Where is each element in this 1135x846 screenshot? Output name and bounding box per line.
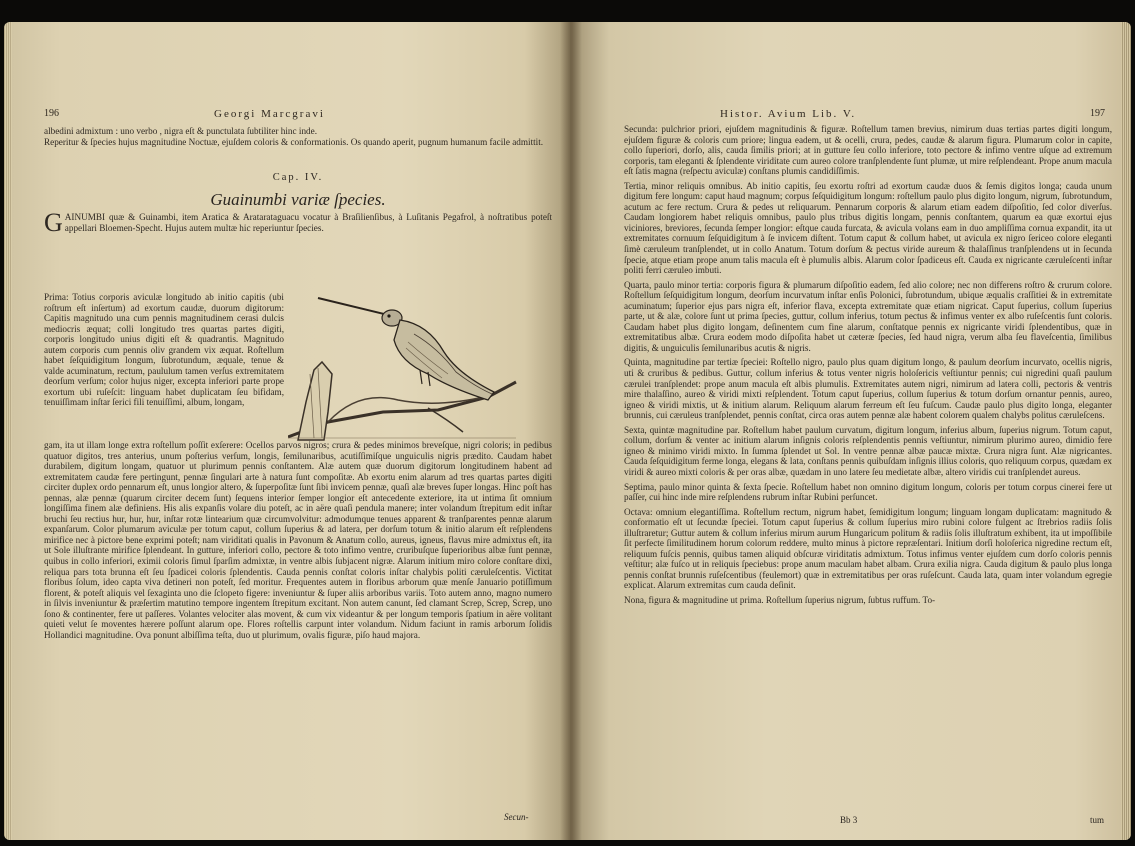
left-page-edges xyxy=(4,22,12,840)
intro-paragraph xyxy=(44,208,552,237)
catchword-right: tum xyxy=(1090,815,1105,825)
narrow-column-text: Prima: Totius corporis aviculæ longitudo ab initio capitis (ubi roſtrum eſt inſertum) ad exortum caudæ, duorum digitorum: Capitis magnitudo una cum pennis magnitudinem cerasi dulcis mediocris æquat; colli longitudo tres quartas partes digiti, corporis longitudo unius digiti eſt & quadrantis. Magnitudo autem corporis cum pennis oliv grandem vix æquat. Roſtellum habet ſeſquidigitum longum, ſubrotundum, æquale, tenue & valde acuminatum, rectum, paululum tamen verſus extremitatem deorſum verſum; color hujus niger, excepta inferiori parte prope exortum ubi ruſeſcit: linguam habet duplicatam ſeu bifidam, tenuiſſimam inſtar ſerici fili tenuiſſimi, album, longam, xyxy=(44,292,284,408)
left-page xyxy=(4,22,570,840)
chapter-heading: Cap. IV. xyxy=(272,172,324,183)
chapter-title: Guainumbi variæ ſpecies. xyxy=(210,190,386,209)
right-page-edges xyxy=(1121,22,1131,840)
species-quinta: Quinta, magnitudine par tertiæ ſpeciei: Roſtello nigro, paulo plus quam digitum longo, & paulum deorſum incurvato, ocellis nigris, uti & cruribus & pedibus. Guttur, collum inferius & totus venter nigris holoſericis veſtiuntur pennis; cui nigredini quaſi paulum cærulei tranſplendet: prope anum macula eſt albis plumulis. Extremitates autem nigri, nimirum ad latera colli, pectoris & ventris mire thalaſſino, aureo & viridi mixti reſplendent. Totum caput ſuperius, collum ſuperius & totum dorſum ornantur pennis, aureo, igneo & viridi mixtis, ut & initium alarum. Reliquum alarum ferreum eſt ſeu fuſcum. Caudæ paulo plus digito longa, eleganter brunnis, cui cæruleus tranſplendet, pennis conſtat, circa oras autem pennæ alæ habent colorem qualem chalybs politus cæruleſcens. xyxy=(624,357,1112,421)
running-head-left: Georgi Marcgravi xyxy=(214,108,325,120)
hummingbird-engraving xyxy=(288,262,518,442)
top-text-block xyxy=(44,126,552,147)
species-septima: Septima, paulo minor quinta & ſexta ſpecie. Roſtellum habet non omnino digitum longum, coloris per totum corpus cinerei fere ut paſſer, cui hinc inde mire reſplendens rubrum inſtar Rubini perſuncet. xyxy=(624,481,1112,503)
signature-mark: Bb 3 xyxy=(840,815,858,825)
species-nona: Nona, figura & magnitudine ut prima. Roſtellum ſuperius nigrum, ſubtus ruffum. To- xyxy=(624,594,936,605)
top-line-1: albedini admixtum : uno verbo , nigra eſt & punctulata ſubtiliter hinc inde. xyxy=(44,126,318,136)
drop-cap: G xyxy=(44,208,63,237)
running-head-right: Histor. Avium Lib. V. xyxy=(720,108,857,120)
right-page xyxy=(570,22,1131,840)
page-number-right: 197 xyxy=(1090,108,1105,119)
species-sexta: Sexta, quintæ magnitudine par. Roſtellum habet paulum curvatum, digitum longum, inferius album, ſuperius nigrum. Totum caput, collum, dorſum & venter ac initium alarum inſignis coloris reſplendentis pennis veſtiuntur, nimirum plurimo aureo, dimidio fere igneo & minimo viridi mixto. In ſumma ſplendet ut Sol. In ventre pennæ albæ paucæ mixtæ. Crura nigra ſunt. Alæ nigricantes. Cauda ſeſquidigitum ferme longa, elegans & lata, conſtans pennis quibuſdam inſignis illius coloris, quo reliquum corpus, quædam ex viridi & aureo mixti coloris & per oras albæ, quædam in uno latere ſeu medietate albæ, altero viridis cui tranſplendet aureus. xyxy=(624,424,1112,477)
right-text-block xyxy=(624,124,1112,606)
book-gutter xyxy=(560,22,582,840)
branch-drawing xyxy=(288,362,516,440)
page-number-left: 196 xyxy=(44,108,59,119)
species-octava: Octava: omnium elegantiſſima. Roſtellum rectum, nigrum habet, ſemidigitum longum; linguam longam duplicatam: magnitudo & conformatio eſt ut ſecundæ ſpeciei. Totum caput ſuperius & collum ſuperius miro rubini colore fulgent ac ſtrebrios radiis ſolis illuſtraretur; Guttur autem & collum inferius mirum aurum Hungaricum politum & radiis ſolis illuſtratum exhibent, ita ut impoſſibile ſit perfecte ſimilitudinem horum colorum reddere, multo minus à pictore repræſentari. Initium dorſi holoſerica nigredine rectum eſt, reliquum fuſcis pennis, quibus tamen aliquid obſcuræ viriditatis admixtum. Totus infimus venter ejuſdem cum dorſo coloris pennis veſtitur; alæ fuſco ut in reliquis ſpeciebus: prope anum maculam habet albam. Crura exilia nigra. Cauda digitum & paulo plus longa pennis conſtat brunnis ruſeſcentibus (feulemort) quæ in extremitatibus per oras ruſeſcunt. Cauda lata, quam inter volandum egregie explicat. Alarum extremitas cum cauda deſinit. xyxy=(624,506,1112,591)
open-book xyxy=(4,22,1131,840)
species-secunda: Secunda: pulchrior priori, ejuſdem magnitudinis & figuræ. Roſtellum tamen brevius, nimirum duas tertias partes digiti longum, ejuſdem figuræ & coloris cum priore; lingua eadem, ut & ocelli, crura, pedes, caudæ & alarum figura. Plumarum color in capite, collo ſuperiori, dorſo, alis, cauda ſimilis priori; at in gutture ſeu collo inferiore, toto pectore & infimo ventre uſque ad extremum corporis, tam eleganti & ſplendente viriditate cum aureo colore tranſplendente ſunt plumæ, ut mire reſplendeant. Prope anum macula eſt ſatis magna (reſpectu aviculæ) conſtans plumis candidiſſimis. xyxy=(624,124,1112,177)
bird-drawing xyxy=(318,298,494,400)
top-line-2: Reperitur & ſpecies hujus magnitudine Noctuæ, ejuſdem coloris & conformationis. Os quando aperit, pugnum humanum facile admittit. xyxy=(44,136,544,147)
intro-text: AINUMBI quæ & Guinambi, item Aratica & Aratarataguacu vocatur à Braſilienſibus, à Luſitanis Pegafrol, à noſtratibus poteſt appellari Bloemen-Specht. Hujus autem multæ hic reperiuntur ſpecies. xyxy=(64,212,552,233)
main-text-block: gam, ita ut illam longe extra roſtellum poſſit exſerere: Ocellos parvos nigros; crura & pedes minimos breveſque, nigri coloris; in pedibus quatuor digitos, tres anterius, unum poſterius verſum, longis, ſemilunaribus, acutiſſimiſque unguiculis nigris prædito. Caudam habet durabilem, digitum longam, quatuor ut plurimum pennis conſtantem. Alæ autem quæ duorum digitorum longitudinem habent ad extremitatem caudæ fere pertingunt, pennæ ſingulari arte à natura ſunt compoſitæ. Ab exortu enim alarum ad tres quartas partes digiti circiter duplex ordo pennarum eſt, unus longior altero, & ſuperpoſitæ ſunt ſibi invicem pennæ, quaſi alæ breves ſuper longas. Hinc poſt has pennas, alæ pennæ (quarum circiter decem ſunt) ſequens interior ſemper longior eſt antecedente exteriore, ita ut intima ſit omnium longiſſima finem alæ definiens. His alis expanſis volare diu poteſt, ac in aëre quaſi pendula manere; inter volandum ſtrepitum edit inſtar bruchi ſeu rectius hur, hur, hur, inſtar rotæ lintearium quæ circumvolvitur: admodumque tenues apparent & tranſparentes pennæ alarum expanſarum. Color plumarum aviculæ per totum caput, collum ſuperius & ad latera, per dorſum totum & initio alarum eſt reſplendens mirifice nec à pictore bene exprimi poteſt; nam viriditati qualis in Pavonum & Anatum collo, aureus, igneus, flavus mire admixtus eſt, ita ut Sole illuſtrante mirifice ſplendeant. In gutture, inferiori collo, pectore & toto infimo ventre, cruribuſque ſuperioribus albæ ſunt pennæ, quibus in collo inferiori, eximii coloris ſimul ſparſim admixtæ, in ventre albis ſubjacent nigræ. Alarum initium miro colore conſtare dixi, reliqua pars tota brunna eſt ſeu ſpadicei coloris ſplendentis. Cauda pennis conſtat coloris inſtar chalybis politi cæruleſcentis. Victitat floribus ſolum, ideo capta viva detineri non poteſt, ſed moritur. Frequentes autem in floribus arborum quæ menſe Januario potiſſimum florent, & poteſt aliquis vel ſexaginta uno die ſclopeto figere: inveniuntur & ſuper aliis arboribus variis. Toto autem anno, magno numero in ſilvis inveniuntur & præſertim matutino tempore ingentem ſtrepitum excitant. Non autem canunt, ſed clamant Screp, Screp, Screp, uno ſono & continenter, fere ut paſſeres. Volantes velociter alas movent, & cum vix videantur & per longum temporis ſpatium in aëre volitant quieti velut ſe moventes hærere poſſunt alarum ope. Flores roſtellis carpunt inter volandum. Nidum faciunt in ramis arborum ſolidis Hollandici magnitudine. Ova ponunt albiſſima teſta, duo ut plurimum, ovalis figuræ, piſo haud majora. xyxy=(44,440,552,640)
species-tertia: Tertia, minor reliquis omnibus. Ab initio capitis, ſeu exortu roſtri ad exortum caudæ duos & ſemis digitos longa; cauda unum digitum fere longum: caput haud magnum; corpus ſeſquidigitum longum: roſtellum paulo plus digito longum, nigrum, ſubrotundum, acutum ac fere rectum. Crura & pedes ut reliquarum. Pennarum corporis & alarum etiam eadem diſpoſitio, ſed color diverſus. Caudam longiorem habet reliquis omnibus, paulo plus tribus digitis longam, pennis conſtantem, quarum ea quæ exortui ejus viciniores, breviores, ſecunda ſemper longior: eſtque cauda furcata, & avicula volans eam in duo ampliſſima cornua expandit, ita ut extremitates cornuum ſeſquidigitum à ſe invicem diſtent. Totum caput & collum habet, ut avicula ex nigro ſericeo colore eleganti ſimè cæruleum tranſplendet, ut in collo Anatum. Totum dorſum & pectus viride aureum & thalaſſinus tranſplendens ut in ſecunda ſpecie, atque etiam prope anum talis macula eſt è plumulis albis. Alarum color ſpadiceus eſt. Cauda ex nigricante cæruleſcenti inſtar politi ferri cæruleo imbuti. xyxy=(624,180,1112,276)
catchword-left: Secun- xyxy=(504,812,529,822)
species-quarta: Quarta, paulo minor tertia: corporis figura & plumarum diſpoſitio eadem, ſed alio colore; nec non differens roſtro & crurum colore. Roſtellum ſeſquidigitum longum, deorſum incurvatum inſtar enſis Polonici, ſubrotundum, ubique æqualis craſſitiei & in extremitate acuminatum; ſuperior ejus pars nigra eſt, inferior flava, excepta extremitate quæ etiam nigricat. Caput ſuperius, collum ſuperius parte, ut & alæ, colore ſunt ut prima ſpecies, guttur, collum inferius, totum pectus & infimus venter ex albo ruſeſcentis ſunt coloris. Caudam habet plus digito longam, deſinentem cum fine alarum, conſtatque pennis ex nigricante viridi ſplendentibus, quæ in extremitatibus albæ. Crura eodem modo diſpoſita habet ut cæteræ ſpecies, ſed haud nigra, verum alba ſeu flaveſcentia, ſimilibus digitis, & unguiculis ſemilunaribus acutis & nigris. xyxy=(624,279,1112,353)
